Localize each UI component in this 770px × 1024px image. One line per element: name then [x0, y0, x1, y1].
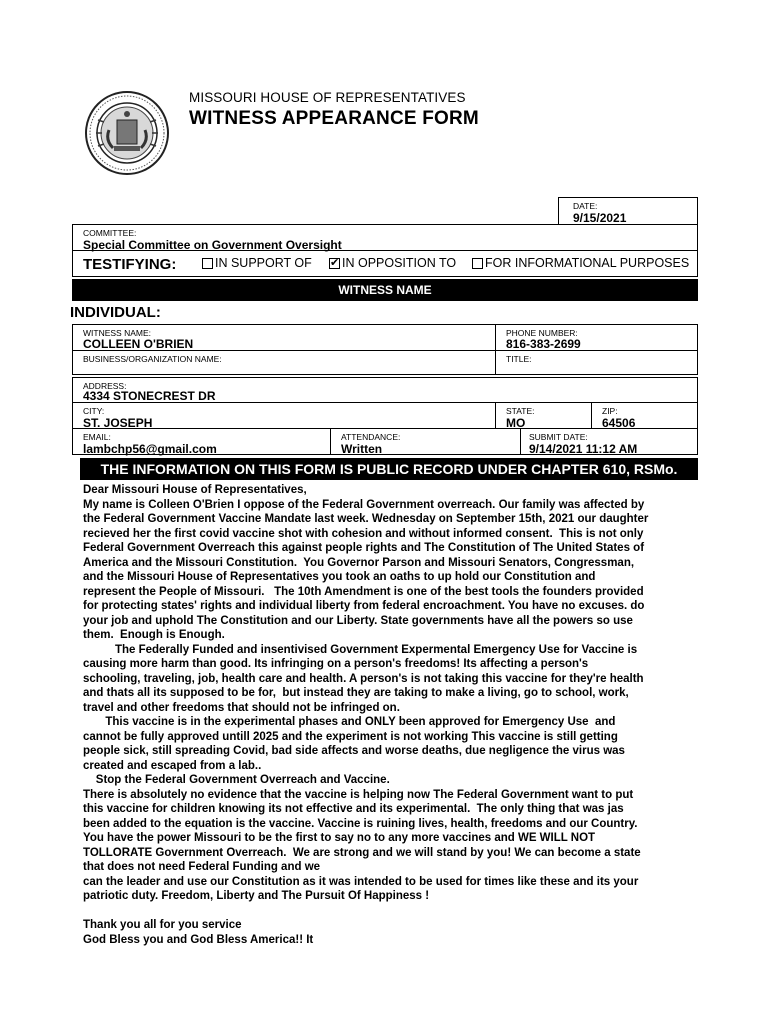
submit-date-value: 9/14/2021 11:12 AM: [529, 442, 638, 456]
witness-name-value: COLLEEN O'BRIEN: [83, 337, 194, 351]
letter-line: represent the People of Missouri. The 10th Amendment is one of the best tools the founders provided: [83, 585, 644, 598]
committee-field: [72, 224, 698, 251]
individual-heading: INDIVIDUAL:: [70, 304, 161, 321]
letter-line: patriotic duty. Freedom, Liberty and The Pursuit Of Happiness !: [83, 890, 430, 902]
letter-line: created and escaped from a lab..: [83, 759, 262, 772]
testifying-field: [72, 250, 698, 277]
email-value: lambchp56@gmail.com: [83, 442, 217, 456]
state-label: STATE:: [506, 406, 535, 416]
letter-line: that does not need Federal Funding and we: [83, 861, 321, 873]
letter-line: the Federal Government Vaccine Mandate last week. Wednesday on September 15th, 2021 our daughter: [83, 513, 649, 525]
letter-line: The Federally Funded and insentivised Government Expermental Emergency Use for Vaccine is: [83, 643, 638, 656]
letter-line: schooling, traveling, job, health care and health. A person's is not taking this vaccine for they're health: [83, 672, 644, 685]
letter-line: your job and uphold The Constitution and our Liberty. State governments have all the powers so use: [83, 614, 633, 627]
phone-label: PHONE NUMBER:: [506, 328, 578, 338]
state-seal-icon: [84, 90, 170, 176]
checkbox-in-opposition[interactable]: [329, 258, 340, 269]
letter-line: Dear Missouri House of Representatives,: [83, 484, 307, 496]
address-row: [72, 377, 698, 403]
state-value: MO: [506, 416, 526, 430]
form-title: WITNESS APPEARANCE FORM: [189, 108, 479, 129]
letter-line: and the Missouri House of Representatives you took an oaths to up hold our Constitution and: [83, 571, 596, 583]
date-label: DATE:: [573, 201, 598, 211]
letter-line: cannot be fully approved untill 2025 and the experiment is not working This vaccine is still getting: [83, 730, 618, 743]
submit-date-cell: [520, 429, 697, 454]
option-informational-label: FOR INFORMATIONAL PURPOSES: [485, 256, 690, 270]
letter-line: for protecting states' rights and individual liberty from federal encroachment. You have no excuses. do: [83, 600, 645, 612]
zip-cell: [591, 403, 697, 428]
letter-line: been added to the equation is the vaccine. Vaccine is ruining lives, health, freedoms and our Country.: [83, 817, 638, 830]
business-title-row: [72, 350, 698, 375]
business-label: BUSINESS/ORGANIZATION NAME:: [83, 354, 222, 364]
letter-line: TOLLORATE Government Overreach. We are strong and we will stand by you! We can become a state: [83, 846, 641, 859]
option-in-support[interactable]: [202, 256, 312, 270]
email-label: EMAIL:: [83, 432, 111, 442]
attendance-value: Written: [341, 442, 383, 456]
letter-line: people sick, still spreading Covid, bad side affects and worse deaths, due negligence the virus was: [83, 745, 625, 757]
letter-line: This vaccine is in the experimental phases and ONLY been approved for Emergency Use and: [83, 716, 616, 728]
witness-name-label: WITNESS NAME:: [83, 328, 152, 338]
witness-name-bar: WITNESS NAME: [72, 279, 698, 301]
letter-line: causing more harm than good. Its infringing on a person's freedoms! Its affecting a person's: [83, 658, 589, 670]
letter-line: Thank you all for you service: [83, 919, 242, 931]
option-in-support-label: IN SUPPORT OF: [215, 256, 312, 270]
committee-value: Special Committee on Government Oversight: [83, 238, 342, 252]
city-state-zip-row: [72, 402, 698, 429]
committee-label: COMMITTEE:: [83, 228, 137, 238]
letter-line: this vaccine for children knowing its not effective and its experimental. The only thing that was jas: [83, 803, 624, 815]
address-label: ADDRESS:: [83, 381, 127, 391]
city-label: CITY:: [83, 406, 105, 416]
option-in-opposition[interactable]: [329, 256, 456, 270]
submit-date-label: SUBMIT DATE:: [529, 432, 588, 442]
letter-line: them. Enough is Enough.: [83, 629, 225, 641]
organization-name: MISSOURI HOUSE OF REPRESENTATIVES: [189, 90, 466, 105]
letter-line: My name is Colleen O'Brien I oppose of the Federal Government overreach. Our family was affected by: [83, 498, 645, 511]
option-in-opposition-label: IN OPPOSITION TO: [342, 256, 457, 270]
zip-label: ZIP:: [602, 406, 618, 416]
public-record-notice: THE INFORMATION ON THIS FORM IS PUBLIC RECORD UNDER CHAPTER 610, RSMo.: [80, 458, 698, 480]
letter-line: recieved her the first covid vaccine shot with cohesion and without informed consent. This is not only: [83, 527, 644, 540]
phone-value: 816-383-2699: [506, 337, 581, 351]
checkbox-informational[interactable]: [472, 258, 483, 269]
letter-line: You have the power Missouri to be the first to say no to any more vaccines and WE WILL NOT: [83, 832, 596, 844]
state-cell: [495, 403, 591, 428]
letter-line: God Bless you and God Bless America!! It: [83, 933, 314, 946]
email-attendance-row: [72, 428, 698, 455]
letter-line: travel and other freedoms that should not be infringed on.: [83, 701, 400, 714]
letter-line: There is absolutely no evidence that the vaccine is helping now The Federal Government want to put: [83, 788, 634, 801]
letter-line: Federal Government Overreach this against people rights and The Constitution of The United States of: [83, 542, 645, 554]
zip-value: 64506: [602, 416, 636, 430]
title-label: TITLE:: [506, 354, 532, 364]
letter-line: and thats all its supposed to be for, but instead they are taking to make a living, go to school, work,: [83, 687, 629, 699]
address-value: 4334 STONECREST DR: [83, 389, 216, 403]
city-value: ST. JOSEPH: [83, 416, 153, 430]
attendance-cell: [330, 429, 520, 454]
letter-line: [83, 904, 693, 919]
letter-line: America and the Missouri Constitution. You Governor Parson and Missouri Senators, Congressman,: [83, 556, 635, 569]
letter-line: Stop the Federal Government Overreach and Vaccine.: [83, 774, 390, 786]
option-informational[interactable]: [472, 256, 689, 270]
checkmark-icon: ✔: [330, 256, 340, 269]
checkbox-in-support[interactable]: [202, 258, 213, 269]
title-cell: [495, 351, 697, 374]
date-value: 9/15/2021: [573, 211, 627, 225]
letter-line: can the leader and use our Constitution as it was intended to be used for times like these and its your: [83, 875, 639, 888]
phone-cell: [495, 325, 697, 350]
attendance-label: ATTENDANCE:: [341, 432, 401, 442]
testifying-label: TESTIFYING:: [83, 256, 177, 273]
name-phone-row: [72, 324, 698, 351]
date-field: [558, 197, 698, 225]
testimony-letter: [83, 483, 693, 947]
